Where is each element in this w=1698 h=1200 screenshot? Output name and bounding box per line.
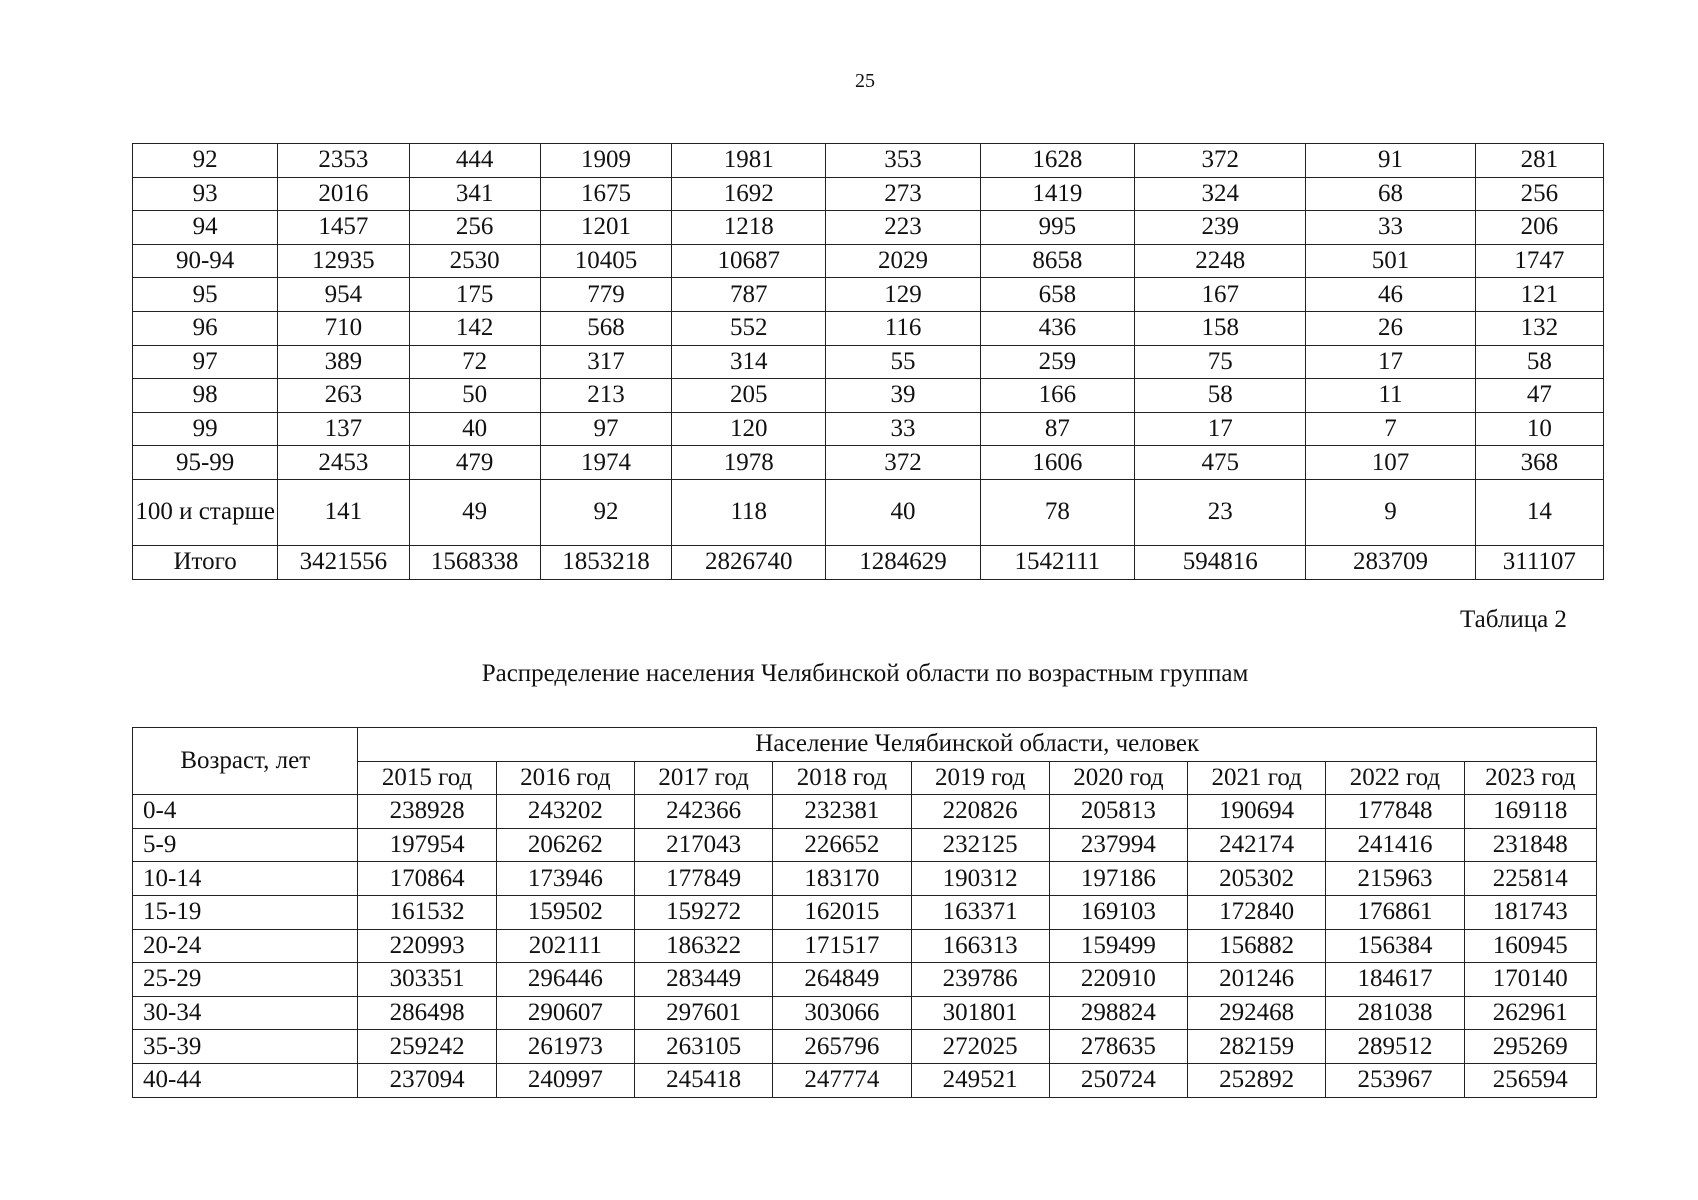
value-cell: 264849: [773, 963, 911, 997]
value-cell: 787: [672, 278, 826, 312]
value-cell: 324: [1135, 177, 1306, 211]
value-cell: 372: [826, 446, 980, 480]
table-row: [133, 545, 1604, 579]
age-cell: 35-39: [133, 1030, 358, 1064]
value-cell: 7: [1306, 412, 1475, 446]
value-cell: 317: [540, 345, 671, 379]
table-row: [133, 244, 1604, 278]
value-cell: 120: [672, 412, 826, 446]
value-cell: 240997: [496, 1063, 634, 1097]
value-cell: 50: [409, 379, 540, 413]
value-cell: 2029: [826, 244, 980, 278]
value-cell: 46: [1306, 278, 1475, 312]
age-cell: 30-34: [133, 996, 358, 1030]
value-cell: 40: [826, 479, 980, 545]
value-cell: 295269: [1464, 1030, 1596, 1064]
age-cell: 15-19: [133, 895, 358, 929]
value-cell: 166313: [911, 929, 1049, 963]
value-cell: 197954: [358, 828, 496, 862]
age-cell: 10-14: [133, 862, 358, 896]
value-cell: 341: [409, 177, 540, 211]
table-title: Распределение населения Челябинской области по возрастным группам: [481, 660, 1249, 687]
table-row: [133, 412, 1604, 446]
value-cell: 249521: [911, 1063, 1049, 1097]
value-cell: 26: [1306, 311, 1475, 345]
age-cell: 95-99: [133, 446, 278, 480]
value-cell: 253967: [1326, 1063, 1464, 1097]
value-cell: 206: [1475, 211, 1603, 245]
value-cell: 97: [540, 412, 671, 446]
value-cell: 205813: [1049, 795, 1187, 829]
table-row: [133, 996, 1597, 1030]
value-cell: 263: [278, 379, 409, 413]
value-cell: 170140: [1464, 963, 1596, 997]
table-label: Таблица 2: [1460, 606, 1567, 633]
year-header: 2018 год: [773, 761, 911, 795]
value-cell: 1218: [672, 211, 826, 245]
year-header: 2016 год: [496, 761, 634, 795]
value-cell: 220826: [911, 795, 1049, 829]
value-cell: 594816: [1135, 545, 1306, 579]
value-cell: 314: [672, 345, 826, 379]
value-cell: 225814: [1464, 862, 1596, 896]
value-cell: 1981: [672, 144, 826, 178]
value-cell: 552: [672, 311, 826, 345]
value-cell: 1747: [1475, 244, 1603, 278]
value-cell: 1853218: [540, 545, 671, 579]
value-cell: 75: [1135, 345, 1306, 379]
value-cell: 33: [1306, 211, 1475, 245]
age-cell: 98: [133, 379, 278, 413]
value-cell: 372: [1135, 144, 1306, 178]
value-cell: 163371: [911, 895, 1049, 929]
value-cell: 278635: [1049, 1030, 1187, 1064]
value-cell: 1457: [278, 211, 409, 245]
value-cell: 17: [1135, 412, 1306, 446]
value-cell: 2826740: [672, 545, 826, 579]
value-cell: 158: [1135, 311, 1306, 345]
value-cell: 92: [540, 479, 671, 545]
value-cell: 202111: [496, 929, 634, 963]
value-cell: 1606: [980, 446, 1134, 480]
value-cell: 121: [1475, 278, 1603, 312]
age-cell: 40-44: [133, 1063, 358, 1097]
value-cell: 159499: [1049, 929, 1187, 963]
value-cell: 2453: [278, 446, 409, 480]
value-cell: 2016: [278, 177, 409, 211]
value-cell: 91: [1306, 144, 1475, 178]
value-cell: 1692: [672, 177, 826, 211]
value-cell: 1978: [672, 446, 826, 480]
year-header: 2023 год: [1464, 761, 1596, 795]
value-cell: 658: [980, 278, 1134, 312]
table-age-continuation: [132, 143, 1604, 580]
year-header: 2015 год: [358, 761, 496, 795]
table-row: [133, 895, 1597, 929]
value-cell: 1974: [540, 446, 671, 480]
year-header: 2021 год: [1188, 761, 1326, 795]
value-cell: 2530: [409, 244, 540, 278]
value-cell: 241416: [1326, 828, 1464, 862]
value-cell: 217043: [634, 828, 772, 862]
age-cell: Итого: [133, 545, 278, 579]
value-cell: 10405: [540, 244, 671, 278]
table-row: [133, 1063, 1597, 1097]
value-cell: 283449: [634, 963, 772, 997]
year-header: 2017 год: [634, 761, 772, 795]
value-cell: 205302: [1188, 862, 1326, 896]
value-cell: 292468: [1188, 996, 1326, 1030]
value-cell: 353: [826, 144, 980, 178]
age-cell: 20-24: [133, 929, 358, 963]
value-cell: 169118: [1464, 795, 1596, 829]
value-cell: 175: [409, 278, 540, 312]
value-cell: 1628: [980, 144, 1134, 178]
value-cell: 1284629: [826, 545, 980, 579]
table-row: [133, 828, 1597, 862]
value-cell: 298824: [1049, 996, 1187, 1030]
value-cell: 226652: [773, 828, 911, 862]
value-cell: 176861: [1326, 895, 1464, 929]
table-row: [133, 311, 1604, 345]
value-cell: 8658: [980, 244, 1134, 278]
age-cell: 93: [133, 177, 278, 211]
value-cell: 183170: [773, 862, 911, 896]
value-cell: 281038: [1326, 996, 1464, 1030]
value-cell: 129: [826, 278, 980, 312]
table-population-by-age: [132, 727, 1597, 1098]
value-cell: 39: [826, 379, 980, 413]
table-row: [133, 446, 1604, 480]
value-cell: 273: [826, 177, 980, 211]
year-header: 2019 год: [911, 761, 1049, 795]
value-cell: 289512: [1326, 1030, 1464, 1064]
value-cell: 172840: [1188, 895, 1326, 929]
value-cell: 78: [980, 479, 1134, 545]
table-row: [133, 278, 1604, 312]
age-cell: 96: [133, 311, 278, 345]
value-cell: 281: [1475, 144, 1603, 178]
table-row: [133, 345, 1604, 379]
value-cell: 49: [409, 479, 540, 545]
value-cell: 954: [278, 278, 409, 312]
value-cell: 290607: [496, 996, 634, 1030]
page-number: 25: [855, 70, 875, 92]
value-cell: 311107: [1475, 545, 1603, 579]
value-cell: 11: [1306, 379, 1475, 413]
value-cell: 223: [826, 211, 980, 245]
value-cell: 3421556: [278, 545, 409, 579]
value-cell: 10687: [672, 244, 826, 278]
value-cell: 116: [826, 311, 980, 345]
value-cell: 231848: [1464, 828, 1596, 862]
value-cell: 17: [1306, 345, 1475, 379]
table-row: [133, 177, 1604, 211]
value-cell: 118: [672, 479, 826, 545]
value-cell: 256: [1475, 177, 1603, 211]
value-cell: 283709: [1306, 545, 1475, 579]
value-cell: 205: [672, 379, 826, 413]
age-cell: 94: [133, 211, 278, 245]
value-cell: 286498: [358, 996, 496, 1030]
value-cell: 23: [1135, 479, 1306, 545]
value-cell: 197186: [1049, 862, 1187, 896]
value-cell: 220910: [1049, 963, 1187, 997]
value-cell: 501: [1306, 244, 1475, 278]
value-cell: 58: [1475, 345, 1603, 379]
value-cell: 137: [278, 412, 409, 446]
value-cell: 33: [826, 412, 980, 446]
value-cell: 995: [980, 211, 1134, 245]
value-cell: 107: [1306, 446, 1475, 480]
value-cell: 247774: [773, 1063, 911, 1097]
table-row: [133, 144, 1604, 178]
value-cell: 368: [1475, 446, 1603, 480]
value-cell: 263105: [634, 1030, 772, 1064]
table-row: [133, 929, 1597, 963]
value-cell: 436: [980, 311, 1134, 345]
value-cell: 170864: [358, 862, 496, 896]
value-cell: 9: [1306, 479, 1475, 545]
value-cell: 159272: [634, 895, 772, 929]
value-cell: 14: [1475, 479, 1603, 545]
value-cell: 1568338: [409, 545, 540, 579]
value-cell: 132: [1475, 311, 1603, 345]
value-cell: 156882: [1188, 929, 1326, 963]
value-cell: 215963: [1326, 862, 1464, 896]
year-header: 2020 год: [1049, 761, 1187, 795]
age-cell: 0-4: [133, 795, 358, 829]
value-cell: 160945: [1464, 929, 1596, 963]
value-cell: 87: [980, 412, 1134, 446]
value-cell: 156384: [1326, 929, 1464, 963]
age-cell: 92: [133, 144, 278, 178]
value-cell: 141: [278, 479, 409, 545]
value-cell: 166: [980, 379, 1134, 413]
table-row: [133, 479, 1604, 545]
value-cell: 710: [278, 311, 409, 345]
table-row: [133, 379, 1604, 413]
value-cell: 47: [1475, 379, 1603, 413]
value-cell: 1909: [540, 144, 671, 178]
value-cell: 173946: [496, 862, 634, 896]
value-cell: 10: [1475, 412, 1603, 446]
value-cell: 161532: [358, 895, 496, 929]
age-cell: 99: [133, 412, 278, 446]
table-row: [133, 862, 1597, 896]
table-row: [133, 795, 1597, 829]
value-cell: 389: [278, 345, 409, 379]
value-cell: 301801: [911, 996, 1049, 1030]
value-cell: 262961: [1464, 996, 1596, 1030]
value-cell: 242366: [634, 795, 772, 829]
age-cell: 95: [133, 278, 278, 312]
value-cell: 232125: [911, 828, 1049, 862]
value-cell: 1675: [540, 177, 671, 211]
value-cell: 252892: [1188, 1063, 1326, 1097]
value-cell: 220993: [358, 929, 496, 963]
value-cell: 303351: [358, 963, 496, 997]
value-cell: 239786: [911, 963, 1049, 997]
value-cell: 1419: [980, 177, 1134, 211]
value-cell: 1542111: [980, 545, 1134, 579]
value-cell: 272025: [911, 1030, 1049, 1064]
value-cell: 40: [409, 412, 540, 446]
value-cell: 242174: [1188, 828, 1326, 862]
value-cell: 779: [540, 278, 671, 312]
value-cell: 177849: [634, 862, 772, 896]
value-cell: 55: [826, 345, 980, 379]
table-row: [133, 211, 1604, 245]
value-cell: 2353: [278, 144, 409, 178]
value-cell: 261973: [496, 1030, 634, 1064]
value-cell: 237094: [358, 1063, 496, 1097]
value-cell: 237994: [1049, 828, 1187, 862]
population-header: Население Челябинской области, человек: [358, 728, 1597, 762]
value-cell: 259242: [358, 1030, 496, 1064]
value-cell: 181743: [1464, 895, 1596, 929]
value-cell: 190312: [911, 862, 1049, 896]
value-cell: 479: [409, 446, 540, 480]
value-cell: 238928: [358, 795, 496, 829]
age-cell: 97: [133, 345, 278, 379]
value-cell: 568: [540, 311, 671, 345]
value-cell: 297601: [634, 996, 772, 1030]
value-cell: 190694: [1188, 795, 1326, 829]
table-row: [133, 1030, 1597, 1064]
age-header: Возраст, лет: [133, 728, 358, 795]
age-cell: 5-9: [133, 828, 358, 862]
year-header: 2022 год: [1326, 761, 1464, 795]
value-cell: 1201: [540, 211, 671, 245]
value-cell: 232381: [773, 795, 911, 829]
value-cell: 72: [409, 345, 540, 379]
age-cell: 90-94: [133, 244, 278, 278]
value-cell: 162015: [773, 895, 911, 929]
value-cell: 259: [980, 345, 1134, 379]
value-cell: 142: [409, 311, 540, 345]
value-cell: 186322: [634, 929, 772, 963]
value-cell: 243202: [496, 795, 634, 829]
value-cell: 2248: [1135, 244, 1306, 278]
header-row: [133, 728, 1597, 762]
value-cell: 475: [1135, 446, 1306, 480]
value-cell: 256: [409, 211, 540, 245]
value-cell: 177848: [1326, 795, 1464, 829]
value-cell: 213: [540, 379, 671, 413]
value-cell: 250724: [1049, 1063, 1187, 1097]
value-cell: 201246: [1188, 963, 1326, 997]
value-cell: 265796: [773, 1030, 911, 1064]
value-cell: 282159: [1188, 1030, 1326, 1064]
value-cell: 296446: [496, 963, 634, 997]
age-cell: 100 и старше: [133, 479, 278, 545]
value-cell: 444: [409, 144, 540, 178]
value-cell: 303066: [773, 996, 911, 1030]
value-cell: 58: [1135, 379, 1306, 413]
value-cell: 12935: [278, 244, 409, 278]
age-cell: 25-29: [133, 963, 358, 997]
value-cell: 169103: [1049, 895, 1187, 929]
value-cell: 167: [1135, 278, 1306, 312]
value-cell: 256594: [1464, 1063, 1596, 1097]
table-row: [133, 963, 1597, 997]
value-cell: 171517: [773, 929, 911, 963]
value-cell: 239: [1135, 211, 1306, 245]
value-cell: 184617: [1326, 963, 1464, 997]
value-cell: 68: [1306, 177, 1475, 211]
value-cell: 159502: [496, 895, 634, 929]
value-cell: 245418: [634, 1063, 772, 1097]
value-cell: 206262: [496, 828, 634, 862]
